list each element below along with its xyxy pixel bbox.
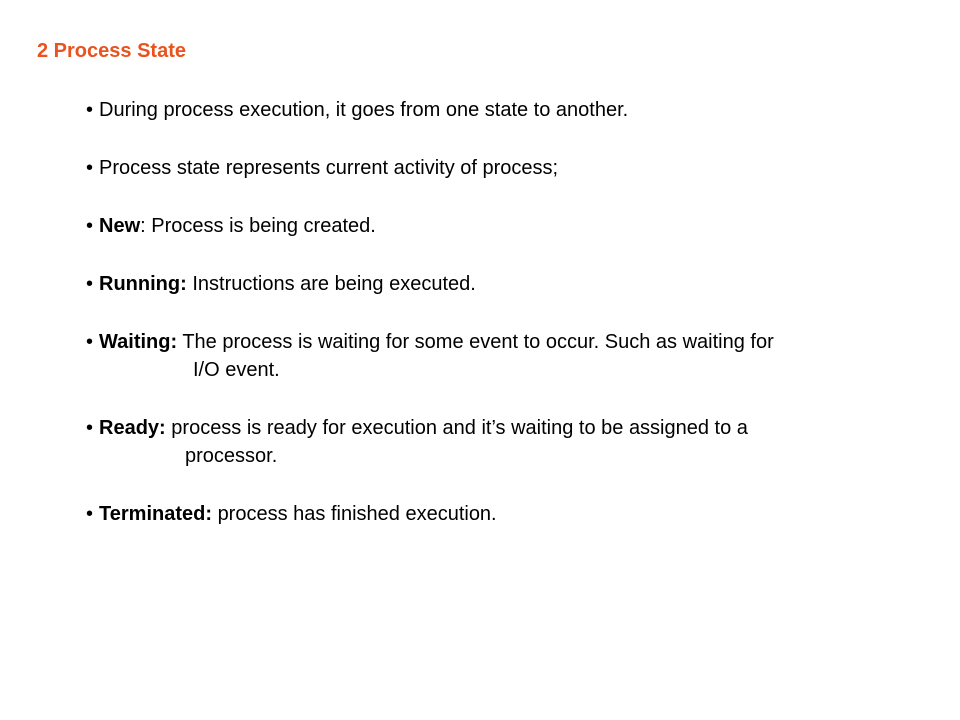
bullet-line	[86, 154, 946, 182]
bullet-dot: •	[86, 99, 94, 121]
bullet-dot: •	[86, 417, 94, 439]
bullet-term: Running:	[99, 273, 187, 295]
bullet-line	[86, 270, 946, 298]
bullet-text: The process is waiting for some event to occur. Such as waiting for	[182, 331, 774, 353]
bullet-line	[86, 328, 946, 356]
slide-title: 2 Process State	[37, 40, 186, 62]
bullet-separator: :	[140, 215, 152, 237]
bullet-dot: •	[86, 331, 94, 353]
bullet-continuation: I/O event.	[193, 359, 280, 381]
bullet-dot: •	[86, 215, 94, 237]
bullet-text: process is ready for execution and it’s waiting to be assigned to a	[171, 417, 748, 439]
bullet-list	[86, 96, 946, 558]
bullet-text: During process execution, it goes from one state to another.	[99, 99, 629, 121]
bullet-continuation: processor.	[185, 445, 278, 467]
bullet-item	[86, 154, 946, 182]
bullet-dot: •	[86, 503, 94, 525]
bullet-item	[86, 328, 946, 384]
bullet-line	[86, 212, 946, 240]
bullet-line	[86, 96, 946, 124]
bullet-text: Process is being created.	[151, 215, 376, 237]
bullet-item	[86, 270, 946, 298]
bullet-item	[86, 96, 946, 124]
bullet-item	[86, 414, 946, 470]
bullet-term: Terminated:	[99, 503, 212, 525]
bullet-item	[86, 212, 946, 240]
bullet-dot: •	[86, 157, 94, 179]
bullet-term: Waiting:	[99, 331, 178, 353]
bullet-term: Ready:	[99, 417, 166, 439]
bullet-line	[86, 414, 946, 442]
bullet-text: Process state represents current activity of process;	[99, 157, 559, 179]
bullet-dot: •	[86, 273, 94, 295]
bullet-text: process has finished execution.	[217, 503, 497, 525]
bullet-item	[86, 500, 946, 528]
bullet-line	[86, 500, 946, 528]
bullet-text: Instructions are being executed.	[192, 273, 476, 295]
bullet-term: New	[99, 215, 141, 237]
